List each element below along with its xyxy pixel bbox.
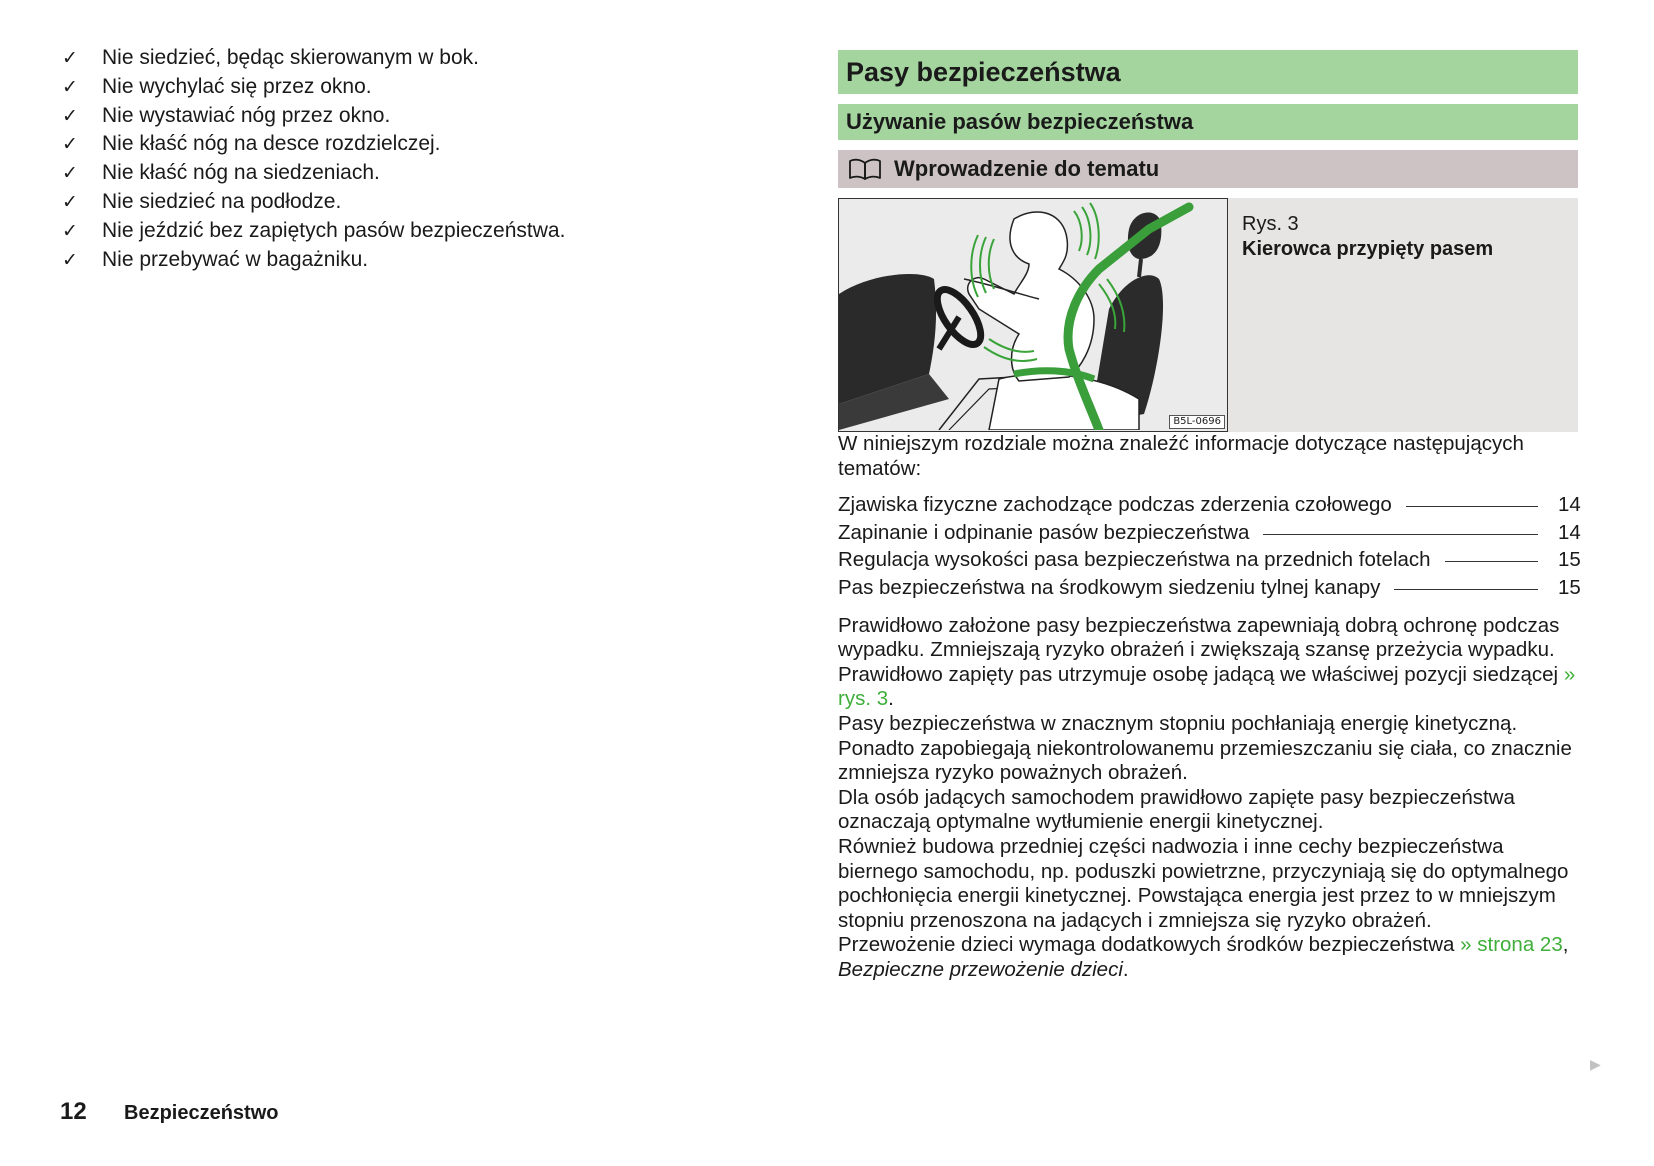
left-column: [60, 44, 700, 274]
list-item-text: Nie jeździć bez zapiętych pasów bezpieczeństwa.: [102, 218, 566, 242]
checkmark-icon: ✓: [62, 248, 78, 271]
checkmark-icon: ✓: [62, 133, 78, 156]
list-item: [60, 188, 700, 217]
list-item: [60, 73, 700, 102]
list-item-text: Nie przebywać w bagażniku.: [102, 247, 369, 271]
paragraph: [838, 933, 1578, 982]
section-heading: Używanie pasów bezpieczeństwa: [838, 104, 1578, 140]
figure-caption: [1228, 198, 1578, 432]
chapter-heading: Pasy bezpieczeństwa: [838, 50, 1578, 94]
paragraph-end: .: [888, 687, 894, 711]
checkmark-icon: ✓: [62, 219, 78, 242]
leader-line: [1445, 560, 1538, 562]
list-item: [60, 130, 700, 159]
section-reference: Bezpieczne przewożenie dzieci: [838, 957, 1123, 981]
open-book-icon: [848, 158, 882, 180]
paragraph: Prawidłowo założone pasy bezpieczeństwa zapewniają dobrą ochronę podczas wypadku. Zmniejszają ryzyko obrażeń i zwiększają szansę przeżycia wypadku.: [838, 613, 1560, 662]
topic-page: 15: [1558, 575, 1581, 599]
figure: [838, 198, 1578, 432]
leader-line: [1406, 505, 1538, 507]
checklist: [60, 44, 700, 274]
intro-heading: Wprowadzenie do tematu: [894, 156, 1160, 181]
list-item: [60, 44, 700, 73]
footer-section-title: Bezpieczeństwo: [124, 1102, 279, 1124]
list-item-text: Nie siedzieć, będąc skierowanym w bok.: [102, 46, 479, 69]
topic-link[interactable]: Zapinanie i odpinanie pasów bezpieczeństwa: [838, 520, 1250, 544]
list-item-text: Nie wystawiać nóg przez okno.: [102, 103, 391, 127]
topic-row[interactable]: [838, 546, 1581, 574]
paragraph: Dla osób jadących samochodem prawidłowo zapięte pasy bezpieczeństwa oznaczają optymalne wytłumienie energii kinetycznej.: [838, 785, 1515, 834]
list-item-text: Nie siedzieć na podłodze.: [102, 189, 342, 213]
list-item-text: Nie kłaść nóg na desce rozdzielczej.: [102, 132, 441, 156]
figure-label: Rys. 3: [1242, 213, 1299, 235]
checkmark-icon: ✓: [62, 75, 78, 98]
separator: ,: [1562, 933, 1569, 957]
topic-page: 14: [1558, 520, 1581, 544]
figure-reference-link[interactable]: » rys. 3: [838, 662, 1576, 711]
checkmark-icon: ✓: [62, 47, 78, 69]
figure-code: B5L-0696: [1169, 415, 1225, 429]
topic-page: 15: [1558, 548, 1581, 572]
list-item: [60, 217, 700, 246]
topic-link[interactable]: Regulacja wysokości pasa bezpieczeństwa na przednich fotelach: [838, 548, 1431, 572]
list-item: [60, 102, 700, 131]
checkmark-icon: ✓: [62, 190, 78, 213]
page-number: 12: [60, 1098, 87, 1125]
list-item: [60, 159, 700, 188]
figure-title: Kierowca przypięty pasem: [1242, 238, 1494, 260]
topic-link[interactable]: Zjawiska fizyczne zachodzące podczas zderzenia czołowego: [838, 493, 1392, 517]
topic-row[interactable]: [838, 491, 1581, 519]
intro-paragraph: W niniejszym rozdziale można znaleźć informacje dotyczące następujących tematów:: [838, 432, 1524, 480]
topic-page: 14: [1558, 493, 1581, 517]
right-column: [838, 50, 1581, 982]
topic-link[interactable]: Pas bezpieczeństwa na środkowym siedzeniu tylnej kanapy: [838, 575, 1381, 599]
topic-row[interactable]: [838, 519, 1581, 547]
paragraph: [838, 663, 1578, 712]
paragraph: Pasy bezpieczeństwa w znacznym stopniu pochłaniają energię kinetyczną. Ponadto zapobiegają niekontrolowanemu przemieszczaniu się ciała, co znacznie zmniejsza ryzyko poważnych obrażeń.: [838, 711, 1572, 785]
paragraph-end: .: [1122, 957, 1129, 981]
page-footer: [60, 1098, 278, 1126]
list-item-text: Nie kłaść nóg na siedzeniach.: [102, 161, 380, 185]
topic-list: [838, 491, 1581, 601]
paragraph-text: Prawidłowo zapięty pas utrzymuje osobę jadącą we właściwej pozycji siedzącej: [838, 662, 1559, 686]
topic-row[interactable]: [838, 574, 1581, 602]
paragraph: Również budowa przedniej części nadwozia i inne cechy bezpieczeństwa biernego samochodu, np. poduszki powietrzne, przyczyniają się do optymalnego pochłonięcia energii kinetycznej. Powstająca energia jest przez to w mniejszym stopniu przenoszona na jadących i zmniejsza się ryzyko obrażeń.: [838, 834, 1569, 932]
leader-line: [1394, 588, 1538, 590]
list-item: [60, 246, 700, 275]
driver-seatbelt-illustration: [839, 199, 1226, 430]
page-reference-link[interactable]: » strona 23: [1460, 933, 1563, 957]
leader-line: [1263, 533, 1538, 535]
checkmark-icon: ✓: [62, 104, 78, 127]
checkmark-icon: ✓: [62, 162, 78, 185]
intro-heading-bar: [838, 150, 1578, 188]
next-page-arrow-icon[interactable]: ▶: [1590, 1057, 1601, 1073]
list-item-text: Nie wychylać się przez okno.: [102, 74, 372, 98]
paragraph-text: Przewożenie dzieci wymaga dodatkowych środków bezpieczeństwa: [838, 933, 1455, 957]
figure-illustration: [838, 198, 1228, 432]
